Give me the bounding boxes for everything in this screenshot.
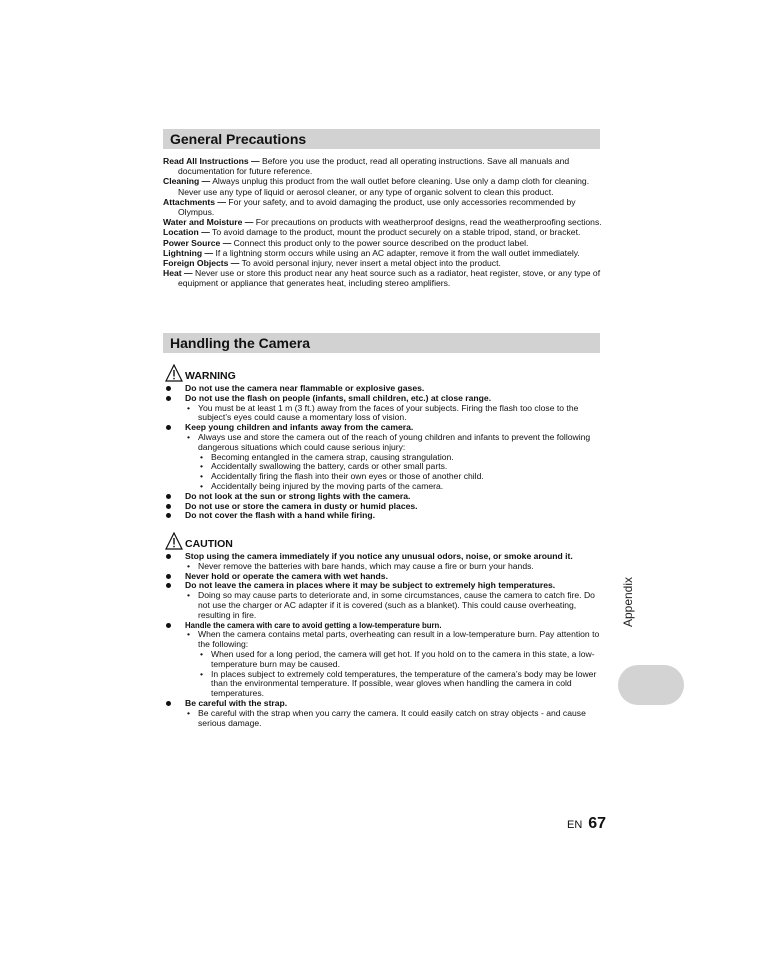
sub-bullet-icon: •	[200, 471, 204, 482]
caution-item-text: Doing so may cause parts to deteriorate and, in some circumstances, cause the camera to catch fire. Do not use the charger or AC adapter if it is covered (such as a blanket). This could cause overheating, resulting in fire.	[198, 590, 595, 620]
precaution-item	[163, 248, 609, 258]
precaution-item	[163, 258, 609, 268]
section-header-general: General Precautions	[163, 129, 600, 149]
warning-item-text: Always use and store the camera out of the reach of young children and infants to prevent the following dangerous situations which could cause serious injury:	[198, 431, 591, 452]
precaution-item	[163, 217, 609, 227]
bullet-icon	[166, 494, 171, 499]
precaution-item	[163, 238, 609, 248]
precaution-item	[163, 227, 609, 237]
warning-triangle-icon	[165, 364, 183, 382]
sub-bullet-icon: •	[187, 590, 191, 601]
caution-label: CAUTION	[185, 538, 233, 550]
precaution-term: Location —	[163, 227, 210, 238]
warning-item-text: Do not use the flash on people (infants, small children, etc.) at close range.	[185, 392, 492, 403]
precaution-text: Never use or store this product near any heat source such as a radiator, heat register, stove, or any type of equipment or appliance that generates heat, including stereo amplifiers.	[178, 268, 601, 289]
precaution-item	[163, 197, 609, 217]
caution-item-text: Handle the camera with care to avoid getting a low-temperature burn.	[185, 620, 442, 630]
appendix-side-label: Appendix	[621, 576, 635, 628]
bullet-icon	[166, 425, 171, 430]
caution-item-text: Never remove the batteries with bare hands, which may cause a fire or burn your hands.	[198, 560, 534, 571]
precaution-term: Water and Moisture —	[163, 217, 254, 228]
bullet-icon	[166, 554, 171, 559]
bullet-icon	[166, 574, 171, 579]
sub-bullet-icon: •	[187, 560, 191, 571]
precaution-term: Foreign Objects —	[163, 258, 240, 269]
precaution-term: Lightning —	[163, 247, 214, 258]
precaution-text: Before you use the product, read all operating instructions. Save all manuals and documentation for future reference.	[178, 156, 570, 177]
warning-item	[163, 511, 609, 521]
language-code: EN	[567, 819, 583, 831]
precaution-term: Read All Instructions —	[163, 156, 260, 166]
precaution-text: Connect this product only to the power source described on the product label.	[231, 237, 529, 248]
caution-item-text: When used for a long period, the camera will get hot. If you hold on to the camera in this state, a low-temperature burn may be caused.	[211, 648, 595, 669]
sub-bullet-icon: •	[200, 668, 204, 679]
precaution-item	[163, 176, 609, 196]
precaution-term: Attachments —	[163, 196, 227, 207]
sub-bullet-icon: •	[200, 451, 204, 462]
warning-item-text: Do not use or store the camera in dusty or humid places.	[185, 500, 418, 511]
caution-item-text: Be careful with the strap when you carry the camera. It could easily catch on stray objects - and cause serious damage.	[198, 707, 586, 728]
precaution-text: If a lightning storm occurs while using an AC adapter, remove it from the wall outlet immediately.	[213, 247, 580, 258]
page-number: 67	[588, 815, 607, 832]
warning-heading	[165, 364, 236, 382]
precaution-item	[163, 268, 609, 288]
sub-bullet-icon: •	[187, 402, 191, 413]
bullet-icon	[166, 701, 171, 706]
sub-bullet-icon: •	[200, 480, 204, 491]
warning-item-text: You must be at least 1 m (3 ft.) away from the faces of your subjects. Firing the flash too close to the subject’s eyes could cause a momentary loss of vision.	[198, 402, 579, 423]
caution-list	[163, 552, 609, 728]
precaution-text: For precautions on products with weatherproof designs, read the weatherproofing sections.	[253, 217, 602, 228]
bullet-icon	[166, 386, 171, 391]
caution-item-text: Be careful with the strap.	[185, 697, 288, 708]
precaution-item	[163, 156, 609, 176]
warning-item-text: Accidentally firing the flash into their own eyes or those of another child.	[211, 471, 484, 482]
warning-item-text: Do not use the camera near flammable or explosive gases.	[185, 383, 425, 393]
warning-item	[163, 433, 609, 453]
sub-bullet-icon: •	[200, 461, 204, 472]
caution-item	[163, 591, 609, 620]
precautions-list	[163, 156, 609, 289]
precaution-text: To avoid personal injury, never insert a metal object into the product.	[239, 258, 501, 269]
caution-triangle-icon	[165, 532, 183, 550]
warning-list	[163, 384, 609, 521]
precaution-text: Always unplug this product from the wall outlet before cleaning. Use only a damp cloth for cleaning. Never use any type of liquid or aerosol cleaner, or any type of organic solvent to clean this product.	[178, 176, 590, 197]
bullet-icon	[166, 513, 171, 518]
bullet-icon	[166, 583, 171, 588]
caution-item-text: Do not leave the camera in places where it may be subject to extremely high temperatures.	[185, 580, 556, 591]
caution-item	[163, 650, 609, 670]
warning-item-text: Accidentally swallowing the battery, cards or other small parts.	[211, 461, 448, 472]
caution-heading	[165, 532, 233, 550]
caution-item-text: In places subject to extremely cold temperatures, the temperature of the camera’s body may be lower than the environmental temperature. If possible, wear gloves when handling the camera in cold temperatures.	[211, 668, 597, 699]
precaution-text: For your safety, and to avoid damaging the product, use only accessories recommended by Olympus.	[178, 196, 576, 218]
warning-item-text: Becoming entangled in the camera strap, causing strangulation.	[211, 451, 454, 462]
warning-item-text: Keep young children and infants away from the camera.	[185, 422, 414, 433]
caution-item	[163, 670, 609, 699]
precaution-text: To avoid damage to the product, mount the product securely on a stable tripod, stand, or bracket.	[209, 227, 581, 238]
warning-item-text: Do not cover the flash with a hand while firing.	[185, 510, 376, 521]
bullet-icon	[166, 396, 171, 401]
page-footer	[567, 815, 606, 833]
warning-item	[163, 404, 609, 424]
bullet-icon	[166, 504, 171, 509]
caution-item-text: When the camera contains metal parts, overheating can result in a low-temperature burn. Pay attention to the following:	[198, 629, 600, 650]
precaution-term: Power Source —	[163, 237, 232, 248]
caution-item-text: Stop using the camera immediately if you notice any unusual odors, noise, or smoke around it.	[185, 551, 573, 561]
caution-item	[163, 630, 609, 650]
precaution-term: Cleaning —	[163, 176, 211, 187]
warning-item-text: Do not look at the sun or strong lights with the camera.	[185, 490, 411, 501]
caution-item-text: Never hold or operate the camera with wet hands.	[185, 570, 388, 581]
warning-label: WARNING	[185, 370, 236, 382]
section-header-handling: Handling the Camera	[163, 333, 600, 353]
warning-item-text: Accidentally being injured by the moving parts of the camera.	[211, 480, 444, 491]
precaution-term: Heat —	[163, 268, 193, 279]
appendix-tab	[618, 665, 684, 705]
sub-bullet-icon: •	[187, 629, 191, 640]
sub-bullet-icon: •	[187, 707, 191, 718]
sub-bullet-icon: •	[200, 648, 204, 659]
caution-item	[163, 709, 609, 729]
sub-bullet-icon: •	[187, 431, 191, 442]
bullet-icon	[166, 623, 171, 628]
